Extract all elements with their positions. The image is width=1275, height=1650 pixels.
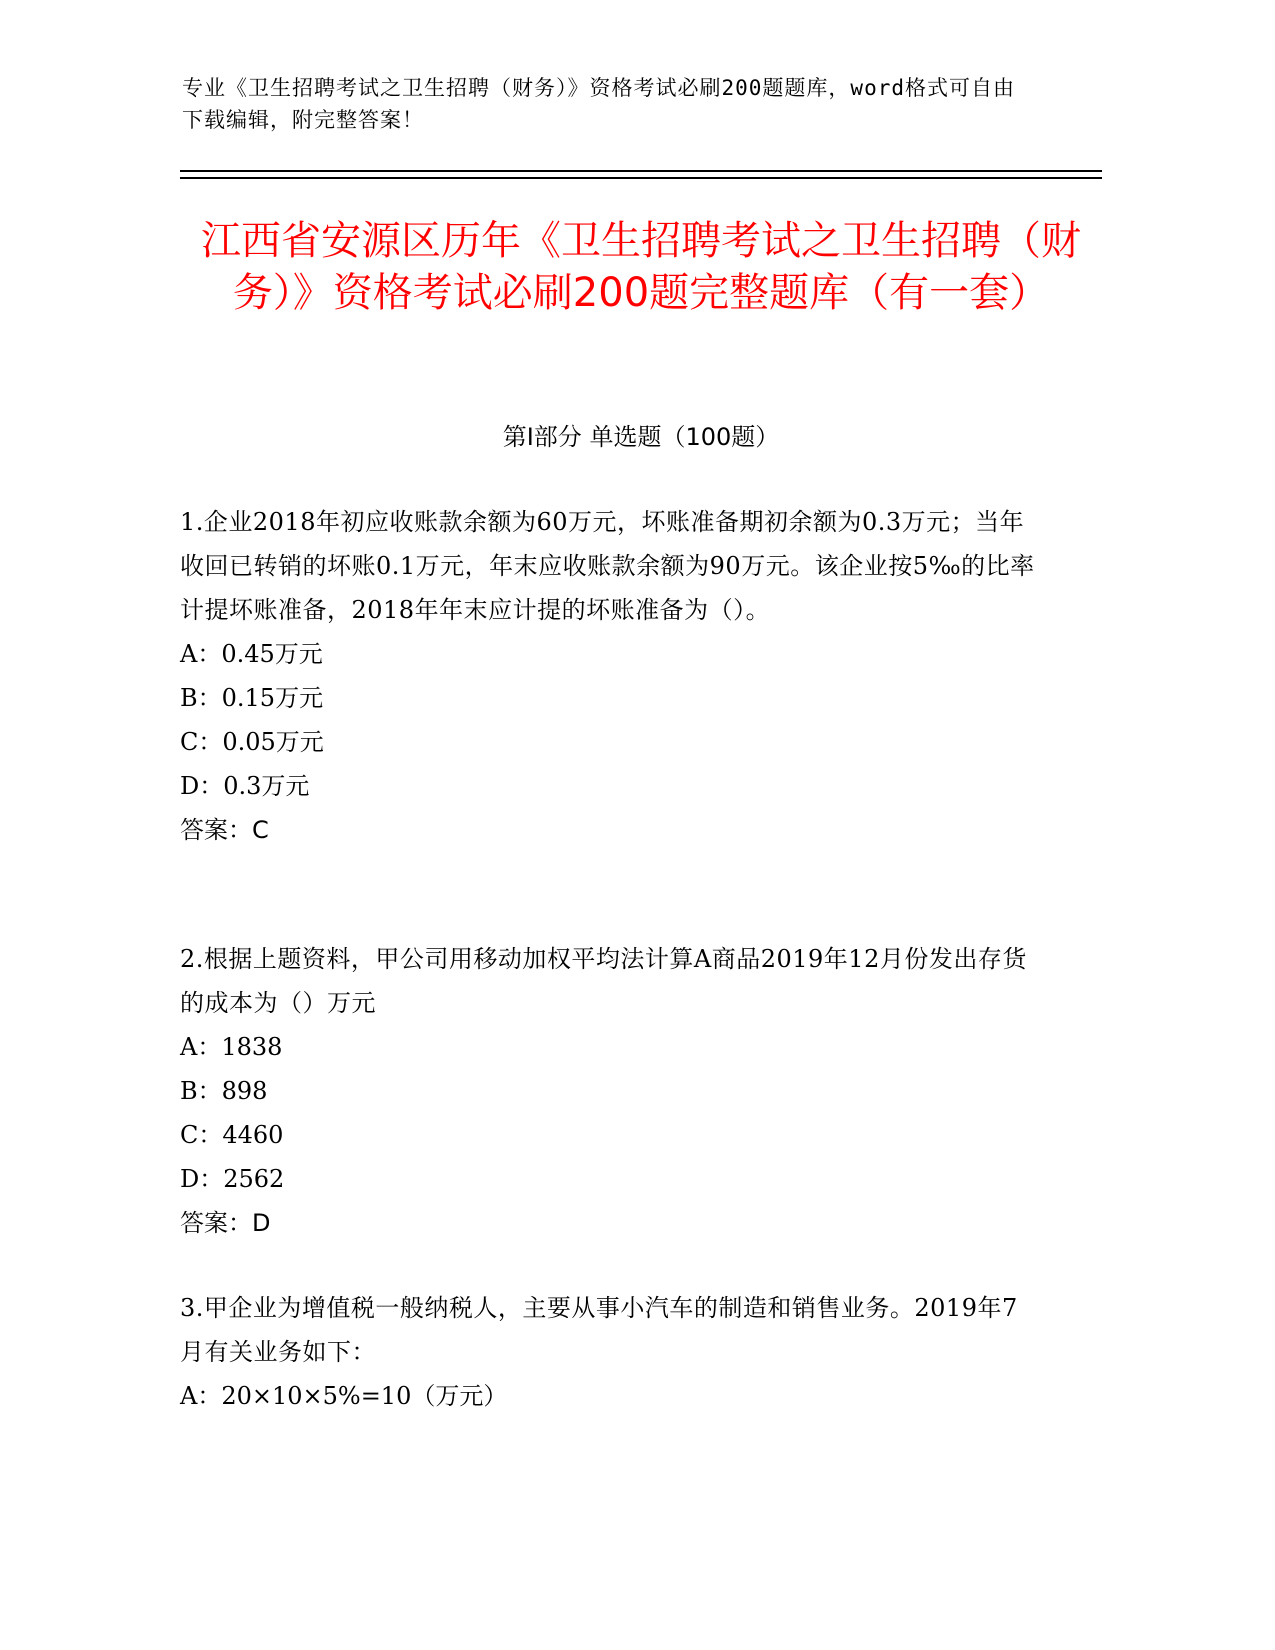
option-d: D：0.3万元	[180, 772, 310, 800]
option-a: A：20×10×5%=10（万元）	[180, 1382, 508, 1410]
question-stem: 3.甲企业为增值税一般纳税人，主要从事小汽车的制造和销售业务。2019年7月有关业务如下：	[180, 1294, 1018, 1366]
header-divider-bottom	[180, 177, 1102, 179]
option-a: A：0.45万元	[180, 640, 323, 668]
answer: 答案：C	[180, 816, 269, 844]
option-b: B：0.15万元	[180, 684, 324, 712]
question-1	[180, 500, 1040, 852]
question-stem: 1.企业2018年初应收账款余额为60万元，坏账准备期初余额为0.3万元；当年收回已转销的坏账0.1万元，年末应收账款余额为90万元。该企业按5‰的比率计提坏账准备，2018年年末应计提的坏账准备为（）。	[180, 508, 1035, 624]
header-note: 专业《卫生招聘考试之卫生招聘（财务）》资格考试必刷200题题库，word格式可自由下载编辑，附完整答案！	[182, 76, 1015, 132]
option-c: C：4460	[180, 1121, 284, 1149]
header-divider-top	[180, 170, 1102, 172]
option-c: C：0.05万元	[180, 728, 324, 756]
option-a: A：1838	[180, 1033, 283, 1061]
question-stem: 2.根据上题资料，甲公司用移动加权平均法计算A商品2019年12月份发出存货的成本为（）万元	[180, 945, 1027, 1017]
option-d: D：2562	[180, 1165, 285, 1193]
option-b: B：898	[180, 1077, 268, 1105]
question-2	[180, 937, 1040, 1245]
section-heading: 第I部分 单选题（100题）	[502, 423, 780, 451]
document-title: 江西省安源区历年《卫生招聘考试之卫生招聘（财务）》资格考试必刷200题完整题库（有一套）	[201, 218, 1081, 316]
answer: 答案：D	[180, 1209, 271, 1237]
question-3	[180, 1286, 1040, 1418]
